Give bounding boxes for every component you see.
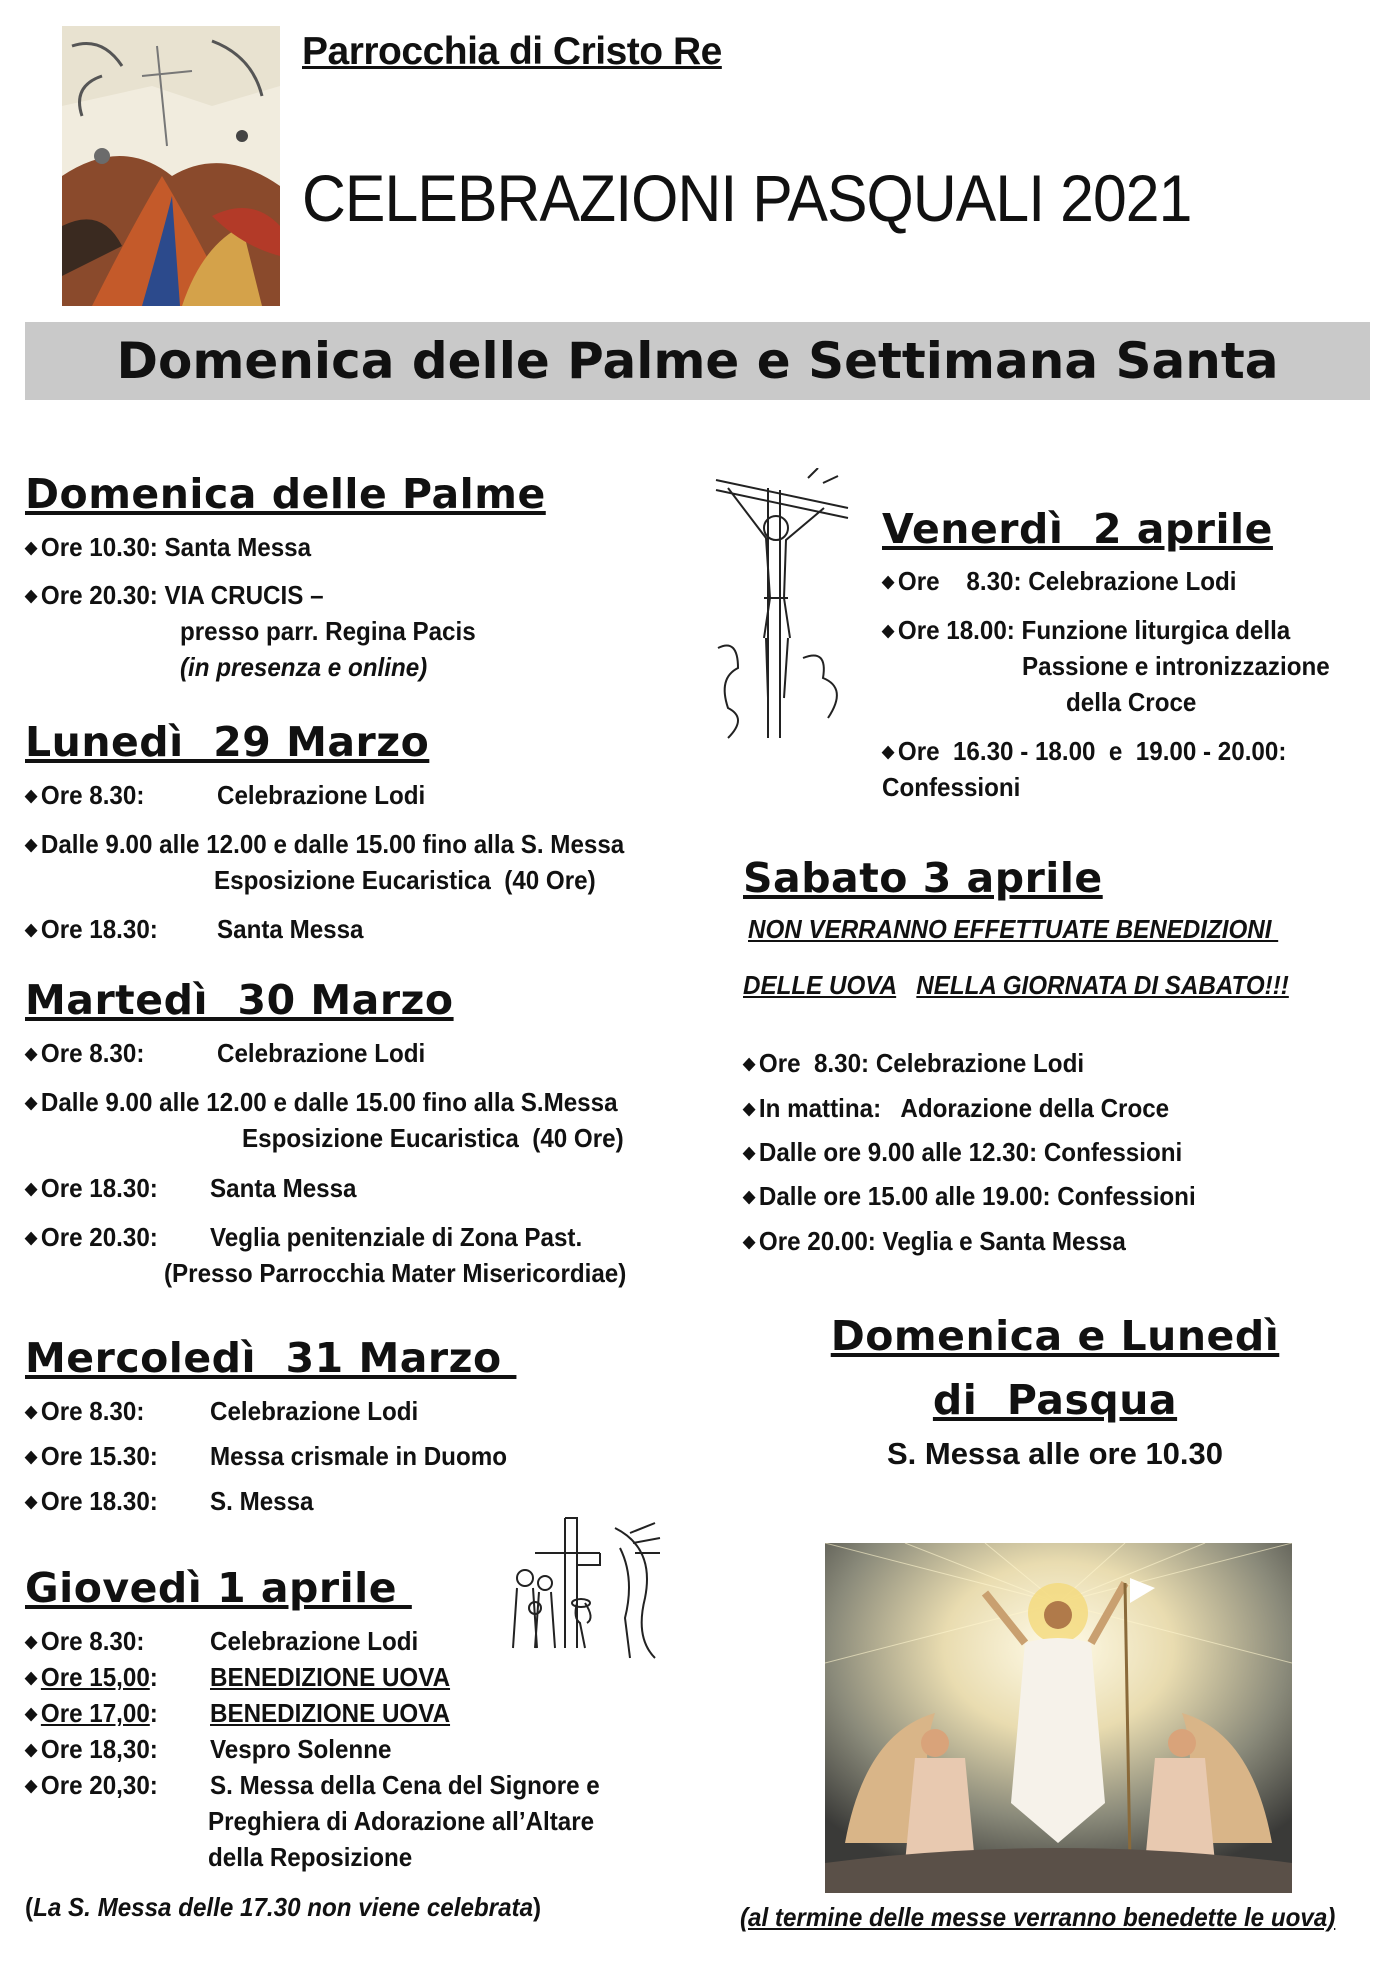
bullet-icon: ◆ <box>743 1187 756 1206</box>
giovedi-item-4-text: Vespro Solenne <box>210 1734 392 1764</box>
mercoledi-item-2-time: ◆ Ore 15.30: <box>25 1441 158 1471</box>
palme-item-2-location: presso parr. Regina Pacis <box>180 616 476 646</box>
martedi-item-3-time: ◆ Ore 18.30: <box>25 1173 158 1203</box>
bullet-icon: ◆ <box>743 1054 756 1073</box>
palme-item-2-note: (in presenza e online) <box>180 652 428 682</box>
palme-item-1: ◆ Ore 10.30: Santa Messa <box>25 532 312 562</box>
sabato-item-5: ◆ Ore 20.00: Veglia e Santa Messa <box>743 1226 1126 1256</box>
sabato-item-1: ◆ Ore 8.30: Celebrazione Lodi <box>743 1048 1085 1078</box>
parish-name: Parrocchia di Cristo Re <box>302 30 722 73</box>
pasqua-heading-line1: Domenica e Lunedì <box>830 1312 1280 1360</box>
giovedi-item-5-line2: Preghiera di Adorazione all’Altare <box>208 1806 595 1836</box>
martedi-item-4-location: (Presso Parrocchia Mater Misericordiae) <box>164 1258 627 1288</box>
bullet-icon: ◆ <box>743 1232 756 1251</box>
bullet-icon: ◆ <box>882 572 895 591</box>
bullet-icon: ◆ <box>25 920 38 939</box>
week-banner: Domenica delle Palme e Settimana Santa <box>25 322 1370 400</box>
sabato-item-4: ◆ Dalle ore 15.00 alle 19.00: Confessioni <box>743 1181 1196 1211</box>
giovedi-item-3-time: ◆ Ore 17,00: <box>25 1698 158 1728</box>
bullet-icon: ◆ <box>25 1492 38 1511</box>
section-lunedi-heading: Lunedì 29 Marzo <box>25 718 430 766</box>
section-mercoledi-heading: Mercoledì 31 Marzo <box>25 1334 517 1382</box>
lunedi-item-2-detail: Esposizione Eucaristica (40 Ore) <box>214 865 596 895</box>
lunedi-item-3-text: Santa Messa <box>217 914 364 944</box>
bullet-icon: ◆ <box>25 1776 38 1795</box>
resurrection-image <box>825 1543 1292 1893</box>
sabato-warning-line2: DELLE UOVA NELLA GIORNATA DI SABATO!!! <box>743 970 1289 1000</box>
section-venerdi-heading: Venerdì 2 aprile <box>882 505 1273 553</box>
last-supper-drawing <box>505 1508 665 1668</box>
mercoledi-item-3-text: S. Messa <box>210 1486 314 1516</box>
venerdi-item-2-line3: della Croce <box>1066 687 1197 717</box>
section-sabato-heading: Sabato 3 aprile <box>743 854 1103 902</box>
section-giovedi-heading: Giovedì 1 aprile <box>25 1564 412 1612</box>
palme-item-2: ◆ Ore 20.30: VIA CRUCIS – <box>25 580 324 610</box>
sabato-item-3: ◆ Dalle ore 9.00 alle 12.30: Confessioni <box>743 1137 1183 1167</box>
giovedi-item-4-time: ◆ Ore 18,30: <box>25 1734 158 1764</box>
venerdi-item-3: ◆ Ore 16.30 - 18.00 e 19.00 - 20.00: <box>882 736 1287 766</box>
giovedi-item-5-time: ◆ Ore 20,30: <box>25 1770 158 1800</box>
giovedi-item-3-text: BENEDIZIONE UOVA <box>210 1698 451 1728</box>
crucifix-drawing <box>708 468 868 740</box>
martedi-item-2-detail: Esposizione Eucaristica (40 Ore) <box>242 1123 624 1153</box>
bullet-icon: ◆ <box>25 1632 38 1651</box>
lunedi-item-1-text: Celebrazione Lodi <box>217 780 426 810</box>
bullet-icon: ◆ <box>25 1093 38 1112</box>
pasqua-footer-note: (al termine delle messe verranno benedette le uova) <box>740 1902 1336 1932</box>
mercoledi-item-1-text: Celebrazione Lodi <box>210 1396 419 1426</box>
bullet-icon: ◆ <box>25 1704 38 1723</box>
bullet-icon: ◆ <box>25 586 38 605</box>
giovedi-item-5-line3: della Reposizione <box>208 1842 413 1872</box>
mercoledi-item-3-time: ◆ Ore 18.30: <box>25 1486 158 1516</box>
mercoledi-item-2-text: Messa crismale in Duomo <box>210 1441 507 1471</box>
sabato-item-2: ◆ In mattina: Adorazione della Croce <box>743 1093 1170 1123</box>
venerdi-item-2: ◆ Ore 18.00: Funzione liturgica della <box>882 615 1291 645</box>
venerdi-item-1: ◆ Ore 8.30: Celebrazione Lodi <box>882 566 1237 596</box>
giovedi-item-2-time: ◆ Ore 15,00: <box>25 1662 158 1692</box>
venerdi-item-3-line2: Confessioni <box>882 772 1021 802</box>
bullet-icon: ◆ <box>25 835 38 854</box>
pasqua-mass-time: S. Messa alle ore 10.30 <box>886 1436 1224 1471</box>
bullet-icon: ◆ <box>25 1402 38 1421</box>
lunedi-item-3-time: ◆ Ore 18.30: <box>25 914 158 944</box>
giovedi-item-1-text: Celebrazione Lodi <box>210 1626 419 1656</box>
main-title: CELEBRAZIONI PASQUALI 2021 <box>302 161 1192 235</box>
lunedi-item-1-time: ◆ Ore 8.30: <box>25 780 145 810</box>
martedi-item-1-time: ◆ Ore 8.30: <box>25 1038 145 1068</box>
venerdi-item-2-line2: Passione e intronizzazione <box>1022 651 1330 681</box>
giovedi-item-5-text: S. Messa della Cena del Signore e <box>210 1770 600 1800</box>
pasqua-heading-line2: di Pasqua <box>932 1376 1178 1424</box>
bullet-icon: ◆ <box>25 1740 38 1759</box>
bullet-icon: ◆ <box>743 1099 756 1118</box>
section-martedi-heading: Martedì 30 Marzo <box>25 976 454 1024</box>
giovedi-note: (La S. Messa delle 17.30 non viene celebrata) <box>25 1892 542 1922</box>
bullet-icon: ◆ <box>25 1447 38 1466</box>
giovedi-item-2-text: BENEDIZIONE UOVA <box>210 1662 451 1692</box>
bullet-icon: ◆ <box>25 1228 38 1247</box>
bullet-icon: ◆ <box>743 1143 756 1162</box>
martedi-item-2: ◆ Dalle 9.00 alle 12.00 e dalle 15.00 fino alla S.Messa <box>25 1087 618 1117</box>
bullet-icon: ◆ <box>882 742 895 761</box>
bullet-icon: ◆ <box>25 1668 38 1687</box>
martedi-item-4-time: ◆ Ore 20.30: <box>25 1222 158 1252</box>
resurrection-painting <box>62 26 280 306</box>
sabato-warning-line1: NON VERRANNO EFFETTUATE BENEDIZIONI <box>748 914 1279 944</box>
section-palme-heading: Domenica delle Palme <box>25 470 546 518</box>
bullet-icon: ◆ <box>25 786 38 805</box>
bullet-icon: ◆ <box>25 1179 38 1198</box>
bullet-icon: ◆ <box>882 621 895 640</box>
giovedi-item-1-time: ◆ Ore 8.30: <box>25 1626 145 1656</box>
martedi-item-4-text: Veglia penitenziale di Zona Past. <box>210 1222 583 1252</box>
bullet-icon: ◆ <box>25 538 38 557</box>
martedi-item-1-text: Celebrazione Lodi <box>217 1038 426 1068</box>
bullet-icon: ◆ <box>25 1044 38 1063</box>
lunedi-item-2: ◆ Dalle 9.00 alle 12.00 e dalle 15.00 fino alla S. Messa <box>25 829 625 859</box>
mercoledi-item-1-time: ◆ Ore 8.30: <box>25 1396 145 1426</box>
martedi-item-3-text: Santa Messa <box>210 1173 357 1203</box>
